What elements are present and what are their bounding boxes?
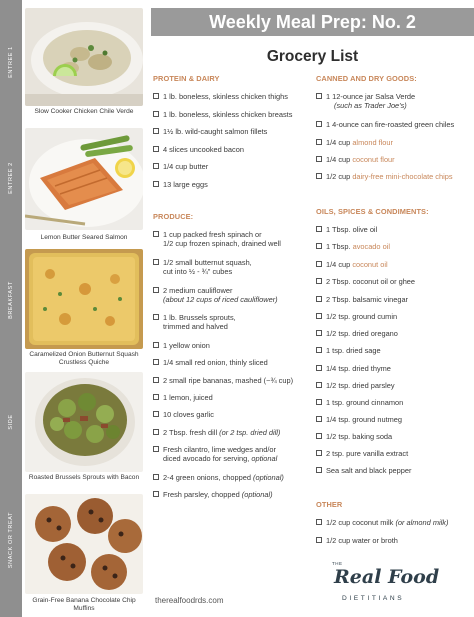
- list-item[interactable]: 2-4 green onions, chopped (optional): [153, 473, 284, 482]
- list-item[interactable]: 1 lb. Brussels sprouts, trimmed and halved: [153, 313, 236, 331]
- recipe-caption: Grain-Free Banana Chocolate Chip Muffins: [32, 597, 136, 612]
- recipe-caption: Caramelized Onion Butternut Squash Crustless Quiche: [29, 351, 139, 366]
- list-item[interactable]: 2 Tbsp. fresh dill (or 2 tsp. dried dill): [153, 428, 280, 437]
- section-title-canned: CANNED AND DRY GOODS:: [316, 74, 417, 83]
- quiche-photo: [25, 249, 143, 349]
- checkbox[interactable]: [316, 347, 322, 353]
- section-title-oils: OILS, SPICES & CONDIMENTS:: [316, 207, 429, 216]
- list-item[interactable]: Sea salt and black pepper: [316, 466, 411, 475]
- checkbox[interactable]: [153, 163, 159, 169]
- footer-url[interactable]: therealfoodrds.com: [155, 596, 224, 605]
- checkbox[interactable]: [153, 128, 159, 134]
- list-item[interactable]: Fresh parsley, chopped (optional): [153, 490, 273, 499]
- checkbox[interactable]: [153, 446, 159, 452]
- list-item[interactable]: 1 lb. boneless, skinless chicken thighs: [153, 92, 288, 101]
- recipe-card-quiche: [25, 249, 143, 367]
- checkbox[interactable]: [153, 111, 159, 117]
- checkbox[interactable]: [153, 474, 159, 480]
- list-item[interactable]: 2 Tbsp. balsamic vinegar: [316, 295, 408, 304]
- list-item[interactable]: 13 large eggs: [153, 180, 208, 189]
- checkbox[interactable]: [153, 287, 159, 293]
- checkbox[interactable]: [316, 382, 322, 388]
- list-item[interactable]: 1/2 cup coconut milk (or almond milk): [316, 518, 448, 527]
- list-item[interactable]: 1/2 small butternut squash, cut into ½ - ¾" cubes: [153, 258, 252, 276]
- recipe-caption: Lemon Butter Seared Salmon: [40, 234, 128, 241]
- recipe-caption: Slow Cooker Chicken Chile Verde: [34, 108, 134, 115]
- list-item[interactable]: 1/4 tsp. dried thyme: [316, 364, 391, 373]
- list-item[interactable]: 4 slices uncooked bacon: [153, 145, 244, 154]
- list-item[interactable]: 1 tsp. dried sage: [316, 346, 381, 355]
- checkbox[interactable]: [316, 399, 322, 405]
- checkbox[interactable]: [153, 231, 159, 237]
- recipe-caption: Roasted Brussels Sprouts with Bacon: [28, 474, 140, 481]
- banana-muffins-photo: [25, 494, 143, 594]
- list-item[interactable]: 1½ lb. wild-caught salmon fillets: [153, 127, 267, 136]
- checkbox[interactable]: [316, 173, 322, 179]
- list-item[interactable]: 1/2 tsp. ground cumin: [316, 312, 397, 321]
- section-title-protein: PROTEIN & DAIRY: [153, 74, 220, 83]
- list-item[interactable]: 1 lemon, juiced: [153, 393, 213, 402]
- checkbox[interactable]: [316, 313, 322, 319]
- checkbox[interactable]: [153, 181, 159, 187]
- checkbox[interactable]: [316, 93, 322, 99]
- checkbox[interactable]: [153, 429, 159, 435]
- checkbox[interactable]: [153, 146, 159, 152]
- checkbox[interactable]: [153, 259, 159, 265]
- checkbox[interactable]: [153, 411, 159, 417]
- seared-salmon-photo: [25, 128, 143, 230]
- checkbox[interactable]: [316, 278, 322, 284]
- checkbox[interactable]: [316, 296, 322, 302]
- checkbox[interactable]: [316, 156, 322, 162]
- checkbox[interactable]: [153, 359, 159, 365]
- checkbox[interactable]: [316, 261, 322, 267]
- checkbox[interactable]: [153, 342, 159, 348]
- section-title-other: OTHER: [316, 500, 343, 509]
- list-item[interactable]: 1/2 cup dairy-free mini-chocolate chips: [316, 172, 453, 181]
- list-item[interactable]: 1/4 tsp. ground nutmeg: [316, 415, 402, 424]
- list-item[interactable]: 1/4 cup coconut flour: [316, 155, 395, 164]
- checkbox[interactable]: [316, 416, 322, 422]
- list-item[interactable]: 1 yellow onion: [153, 341, 210, 350]
- list-item[interactable]: 1 lb. boneless, skinless chicken breasts: [153, 110, 292, 119]
- checkbox[interactable]: [316, 433, 322, 439]
- checkbox[interactable]: [316, 243, 322, 249]
- checkbox[interactable]: [316, 537, 322, 543]
- checkbox[interactable]: [316, 450, 322, 456]
- list-item[interactable]: 2 small ripe bananas, mashed (~¾ cup): [153, 376, 293, 385]
- list-item[interactable]: 1/2 cup water or broth: [316, 536, 398, 545]
- checkbox[interactable]: [316, 467, 322, 473]
- list-item[interactable]: Fresh cilantro, lime wedges and/or diced avocado for serving, optional: [153, 445, 277, 463]
- real-food-dietitians-logo: THE Real Food DIETITIANS: [332, 561, 440, 602]
- list-item[interactable]: 1 Tbsp. olive oil: [316, 225, 377, 234]
- checkbox[interactable]: [316, 365, 322, 371]
- recipe-card-brussels: [25, 372, 143, 482]
- recipe-card-salmon: [25, 128, 143, 242]
- list-item[interactable]: 1/4 cup butter: [153, 162, 208, 171]
- recipe-card-muffins: [25, 494, 143, 613]
- recipe-card-chicken: [25, 8, 143, 116]
- list-item[interactable]: 10 cloves garlic: [153, 410, 214, 419]
- list-item[interactable]: 1 tsp. ground cinnamon: [316, 398, 403, 407]
- checkbox[interactable]: [316, 139, 322, 145]
- checkbox[interactable]: [153, 314, 159, 320]
- list-item[interactable]: 1 4-ounce can fire-roasted green chiles: [316, 120, 454, 129]
- checkbox[interactable]: [316, 330, 322, 336]
- checkbox[interactable]: [316, 121, 322, 127]
- checkbox[interactable]: [153, 377, 159, 383]
- checkbox[interactable]: [316, 226, 322, 232]
- section-strip: ENTREE 1 ENTREE 2 BREAKFAST SIDE SNACK OR TREAT: [0, 0, 22, 617]
- section-title-produce: PRODUCE:: [153, 212, 194, 221]
- header-bar: [151, 8, 474, 36]
- list-item[interactable]: 1/4 cup almond flour: [316, 138, 393, 147]
- recipe-photos: [25, 0, 145, 617]
- brussels-sprouts-photo: [25, 372, 143, 472]
- checkbox[interactable]: [316, 519, 322, 525]
- list-item[interactable]: 1/2 tsp. dried parsley: [316, 381, 395, 390]
- list-item[interactable]: 1/4 small red onion, thinly sliced: [153, 358, 268, 367]
- list-item[interactable]: 1 Tbsp. avocado oil: [316, 242, 390, 251]
- checkbox[interactable]: [153, 394, 159, 400]
- checkbox[interactable]: [153, 491, 159, 497]
- list-item[interactable]: 1/2 tsp. baking soda: [316, 432, 392, 441]
- list-item[interactable]: 2 tsp. pure vanilla extract: [316, 449, 408, 458]
- list-item[interactable]: 1/4 cup coconut oil: [316, 260, 388, 269]
- list-item[interactable]: 1 cup packed fresh spinach or 1/2 cup frozen spinach, drained well: [153, 230, 281, 248]
- list-item[interactable]: 2 Tbsp. coconut oil or ghee: [316, 277, 415, 286]
- list-item[interactable]: 2 medium cauliflower (about 12 cups of riced cauliflower): [153, 286, 278, 304]
- list-item[interactable]: 1/2 tsp. dried oregano: [316, 329, 398, 338]
- list-item[interactable]: 1 12-ounce jar Salsa Verde (such as Trader Joe's): [316, 92, 415, 110]
- page-header-title: Weekly Meal Prep: No. 2: [209, 12, 416, 32]
- chicken-chile-verde-photo: [25, 8, 143, 106]
- grocery-list-title: Grocery List: [266, 48, 359, 65]
- checkbox[interactable]: [153, 93, 159, 99]
